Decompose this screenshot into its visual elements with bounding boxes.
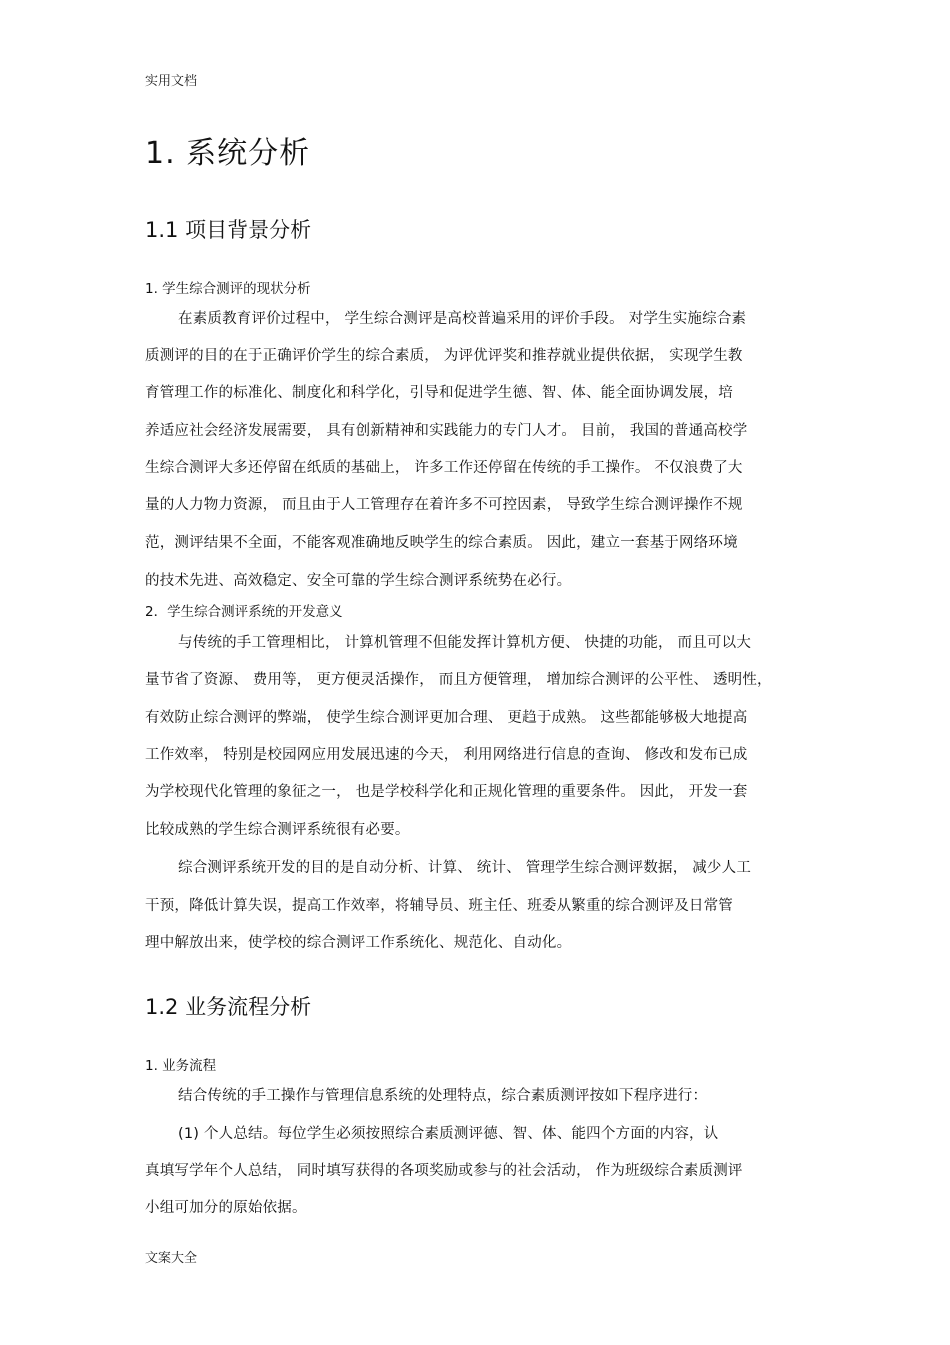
paragraph-line: 有效防止综合测评的弊端， 使学生综合测评更加合理、 更趋于成熟。 这些都能够极大地提高: [145, 710, 748, 726]
subsection-heading: 1. 学生综合测评的现状分析: [145, 281, 311, 297]
paragraph-line: 为学校现代化管理的象征之一， 也是学校科学化和正规化管理的重要条件。 因此， 开发一套: [145, 784, 748, 800]
paragraph-line: 量的人力物力资源， 而且由于人工管理存在着许多不可控因素， 导致学生综合测评操作不规: [145, 497, 743, 513]
subsection-heading: 1. 业务流程: [145, 1058, 217, 1074]
paragraph-line: 结合传统的手工操作与管理信息系统的处理特点，综合素质测评按如下程序进行：: [178, 1088, 708, 1104]
paragraph-line: 量节省了资源、 费用等， 更方便灵活操作， 而且方便管理， 增加综合测评的公平性、 透明性，: [145, 672, 772, 688]
paragraph-line: 的技术先进、高效稳定、安全可靠的学生综合测评系统势在必行。: [145, 573, 572, 589]
paragraph-line: 理中解放出来，使学校的综合测评工作系统化、规范化、自动化。: [145, 935, 572, 951]
paragraph-line: 小组可加分的原始依据。: [145, 1200, 307, 1216]
paragraph-line: 质测评的目的在于正确评价学生的综合素质， 为评优评奖和推荐就业提供依据， 实现学生教: [145, 348, 743, 364]
paragraph-line: (1) 个人总结。每位学生必须按照综合素质测评德、智、体、能四个方面的内容，认: [178, 1126, 719, 1142]
paragraph-line: 综合测评系统开发的目的是自动分析、计算、 统计、 管理学生综合测评数据， 减少人工: [178, 860, 752, 876]
paragraph-line: 工作效率， 特别是校园网应用发展迅速的今天， 利用网络进行信息的查询、 修改和发布已成: [145, 747, 748, 763]
subsection-heading: 2．学生综合测评系统的开发意义: [145, 604, 343, 620]
paragraph-line: 在素质教育评价过程中， 学生综合测评是高校普遍采用的评价手段。 对学生实施综合素: [178, 311, 747, 327]
page-header: 实用文档: [145, 74, 198, 89]
paragraph-line: 干预，降低计算失误，提高工作效率，将辅导员、班主任、班委从繁重的综合测评及日常管: [145, 898, 733, 914]
section-heading-1-1: 1.1 项目背景分析: [145, 218, 312, 242]
paragraph-line: 养适应社会经济发展需要， 具有创新精神和实践能力的专门人才。 目前， 我国的普通高校学: [145, 423, 748, 439]
section-heading-1-2: 1.2 业务流程分析: [145, 995, 312, 1019]
paragraph-line: 生综合测评大多还停留在纸质的基础上， 许多工作还停留在传统的手工操作。 不仅浪费了大: [145, 460, 743, 476]
paragraph-line: 真填写学年个人总结， 同时填写获得的各项奖励或参与的社会活动， 作为班级综合素质测评: [145, 1163, 743, 1179]
paragraph-line: 育管理工作的标准化、制度化和科学化，引导和促进学生德、智、体、能全面协调发展，培: [145, 385, 733, 401]
paragraph-line: 比较成熟的学生综合测评系统很有必要。: [145, 822, 410, 838]
paragraph-line: 范，测评结果不全面，不能客观准确地反映学生的综合素质。 因此，建立一套基于网络环境: [145, 535, 738, 551]
chapter-title: 1. 系统分析: [145, 136, 311, 171]
page-footer: 文案大全: [145, 1251, 198, 1266]
paragraph-line: 与传统的手工管理相比， 计算机管理不但能发挥计算机方便、 快捷的功能， 而且可以大: [178, 635, 752, 651]
